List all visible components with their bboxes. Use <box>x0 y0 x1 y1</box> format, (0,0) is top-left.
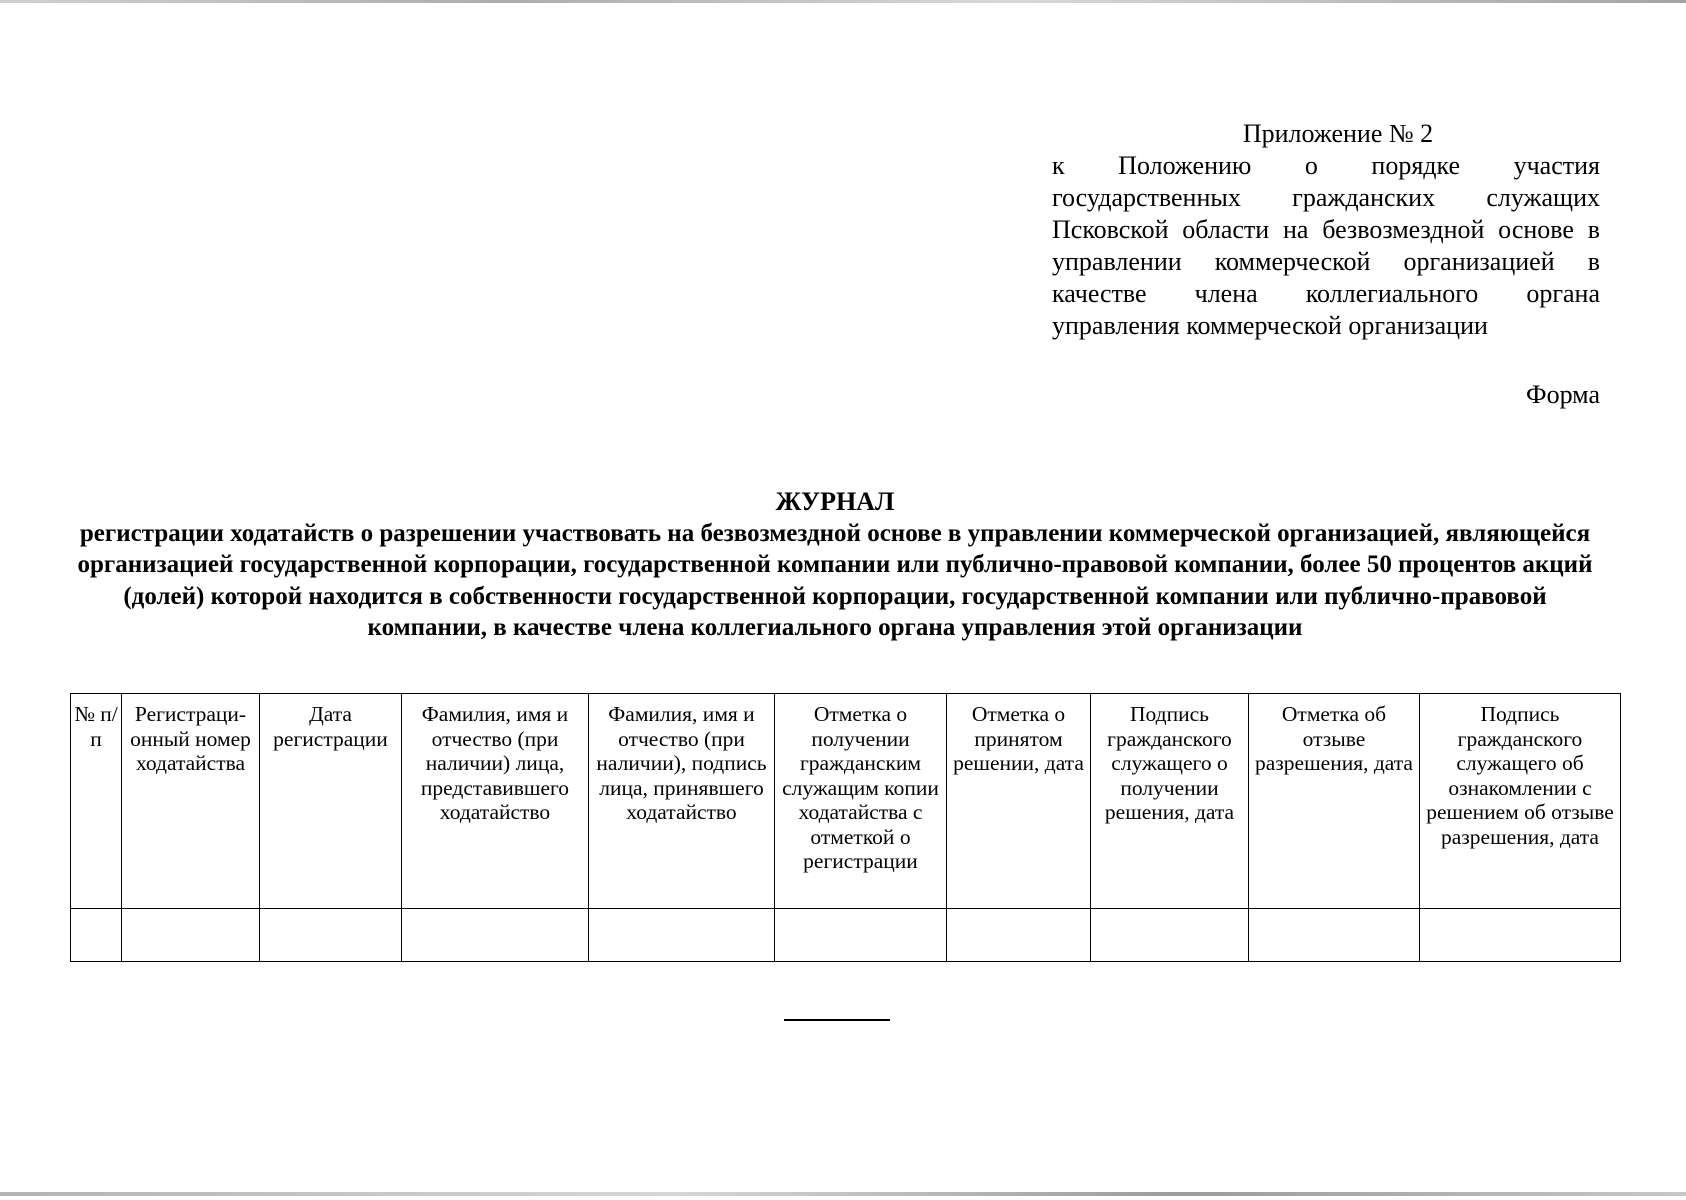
scan-edge-top <box>0 0 1686 3</box>
appendix-block <box>1052 118 1600 342</box>
table-cell <box>260 909 402 962</box>
header-cell-receiver-name: Фамилия, имя и отчество (при наличии), подпись лица, принявшего ходатайство <box>589 694 775 909</box>
header-cell-decision-mark: Отметка о принятом решении, дата <box>947 694 1091 909</box>
closing-divider <box>784 1019 890 1021</box>
scan-edge-bottom <box>0 1192 1686 1196</box>
header-cell-registration-number: Регистраци-онный номер ходатайства <box>122 694 260 909</box>
table-row <box>71 909 1621 962</box>
table-cell <box>402 909 589 962</box>
form-label: Форма <box>1526 380 1600 409</box>
header-cell-copy-received-mark: Отметка о получении гражданским служащим копии ходатайства с отметкой о регистрации <box>775 694 947 909</box>
header-cell-number: № п/п <box>71 694 122 909</box>
journal-table <box>70 693 1621 962</box>
table-cell <box>122 909 260 962</box>
journal-subtitle: регистрации ходатайств о разрешении участвовать на безвозмездной основе в управлении коммерческой организацией, являющейся организацией государственной корпорации, государственной компании или публично-правовой компании, более 50 процентов акций (долей) которой находится в собственности государственной корпорации, государственной компании или публично-правовой компании, в качестве члена коллегиального органа управления этой организации <box>77 519 1593 641</box>
header-cell-applicant-name: Фамилия, имя и отчество (при наличии) лица, представившего ходатайство <box>402 694 589 909</box>
table-cell <box>1420 909 1621 962</box>
table-cell <box>775 909 947 962</box>
table-cell <box>71 909 122 962</box>
journal-title-block <box>70 486 1600 644</box>
table-cell <box>589 909 775 962</box>
appendix-number: Приложение № 2 <box>1242 119 1434 148</box>
journal-title: ЖУРНАЛ <box>775 487 895 516</box>
table-header-row <box>71 694 1621 909</box>
table-cell <box>1249 909 1420 962</box>
appendix-description: к Положению о порядке участия государственных гражданских служащих Псковской области на безвозмездной основе в управлении коммерческой организацией в качестве члена коллегиального органа управления коммерческой организации <box>1052 151 1600 340</box>
header-cell-revocation-signature: Подпись гражданского служащего об ознакомлении с решением об отзыве разрешения, дата <box>1420 694 1621 909</box>
table-cell <box>1091 909 1249 962</box>
header-cell-revocation-mark: Отметка об отзыве разрешения, дата <box>1249 694 1420 909</box>
header-cell-decision-received-signature: Подпись гражданского служащего о получении решения, дата <box>1091 694 1249 909</box>
table-cell <box>947 909 1091 962</box>
header-cell-registration-date: Дата регистрации <box>260 694 402 909</box>
